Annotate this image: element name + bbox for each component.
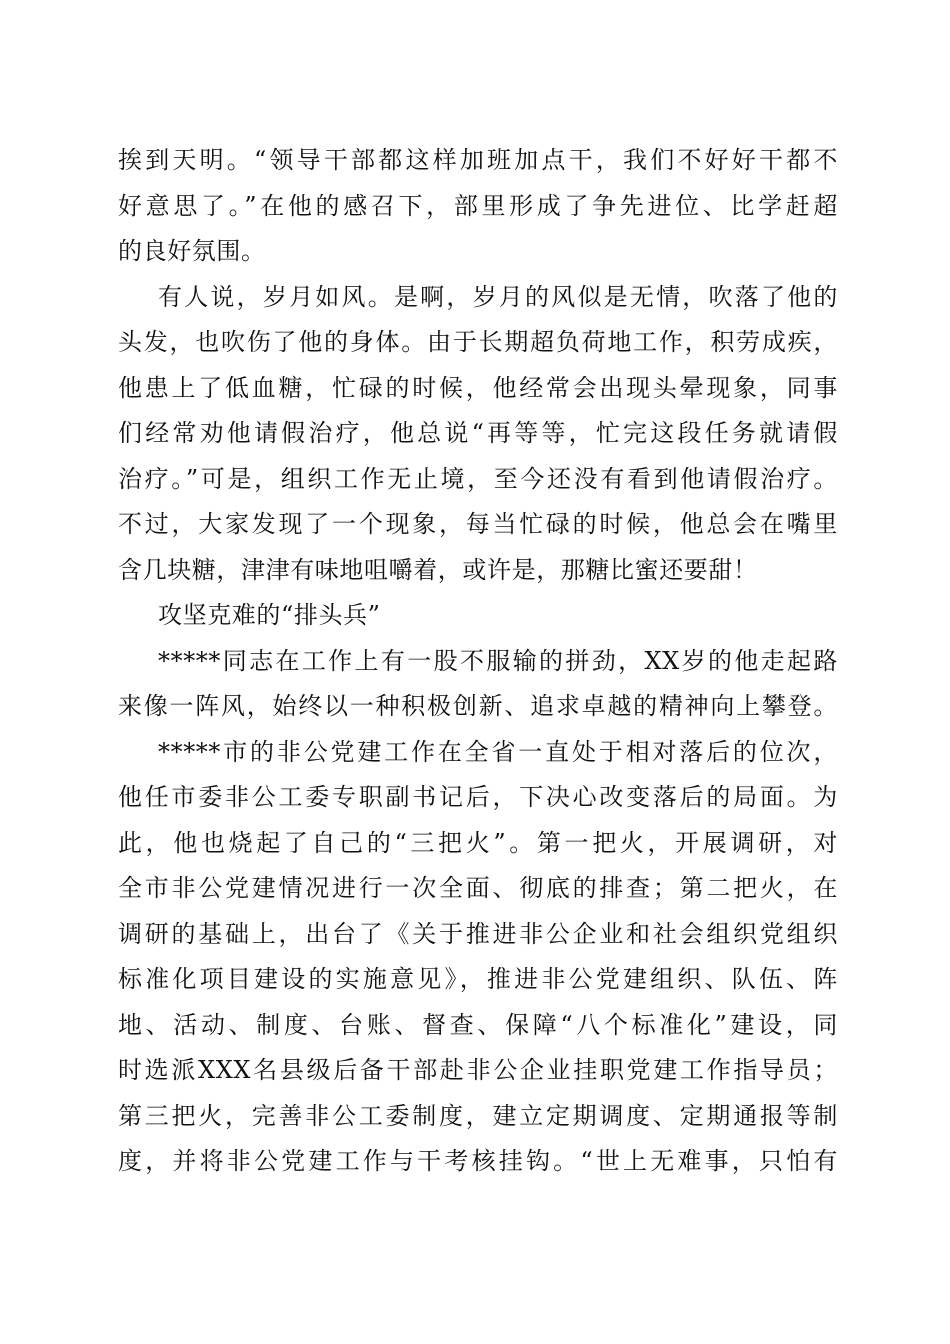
text-line: 来像一阵风，始终以一种积极创新、追求卓越的精神向上攀登。 bbox=[118, 692, 838, 720]
text-line: 全市非公党建情况进行一次全面、彻底的排查；第二把火，在 bbox=[118, 874, 838, 902]
text-line: 含几块糖，津津有味地咀嚼着，或许是，那糖比蜜还要甜！ bbox=[118, 555, 758, 584]
text-line: 度，并将非公党建工作与干考核挂钩。“世上无难事，只怕有 bbox=[118, 1147, 838, 1175]
text-line: 挨到天明。“领导干部都这样加班加点干，我们不好好干都不 bbox=[118, 146, 838, 174]
text-line: 好意思了。”在他的感召下，部里形成了争先进位、比学赶超 bbox=[118, 191, 838, 220]
text-line: 他任市委非公工委专职副书记后，下决心改变落后的局面。为 bbox=[118, 783, 838, 811]
text-line: 的良好氛围。 bbox=[118, 237, 266, 265]
text-line: 标准化项目建设的实施意见》，推进非公党建组织、队伍、阵 bbox=[118, 965, 838, 993]
text-line: 不过，大家发现了一个现象，每当忙碌的时候，他总会在嘴里 bbox=[118, 510, 838, 538]
text-line: 此，他也烧起了自己的“三把火”。第一把火，开展调研，对 bbox=[118, 828, 838, 857]
document-page bbox=[118, 138, 838, 1185]
text-line: 调研的基础上，出台了《关于推进非公企业和社会组织党组织 bbox=[118, 919, 838, 948]
text-line: 有人说，岁月如风。是啊，岁月的风似是无情，吹落了他的 bbox=[158, 282, 838, 311]
text-line: 们经常劝他请假治疗，他总说“再等等，忙完这段任务就请假 bbox=[118, 419, 838, 447]
text-line: 时选派XXX名县级后备干部赴非公企业挂职党建工作指导员； bbox=[118, 1056, 838, 1084]
text-line: 第三把火，完善非公工委制度，建立定期调度、定期通报等制 bbox=[118, 1101, 838, 1130]
text-line: 他患上了低血糖，忙碌的时候，他经常会出现头晕现象，同事 bbox=[118, 373, 838, 402]
text-line: *****市的非公党建工作在全省一直处于相对落后的位次， bbox=[158, 737, 838, 766]
section-heading: 攻坚克难的“排头兵” bbox=[158, 601, 381, 629]
text-line: *****同志在工作上有一股不服输的拼劲，XX岁的他走起路 bbox=[158, 646, 838, 675]
text-line: 头发，也吹伤了他的身体。由于长期超负荷地工作，积劳成疾， bbox=[118, 328, 838, 356]
text-line: 地、活动、制度、台账、督查、保障“八个标准化”建设，同 bbox=[118, 1010, 838, 1039]
text-line: 治疗。”可是，组织工作无止境，至今还没有看到他请假治疗。 bbox=[118, 464, 838, 493]
